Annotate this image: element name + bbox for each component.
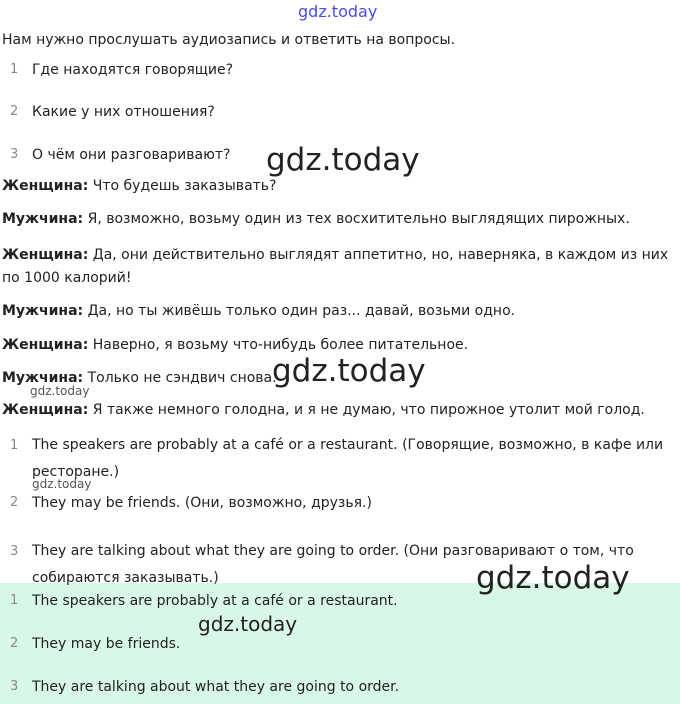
dialogue-line-2	[2, 211, 630, 227]
dialogue-text: Я также немного голодна, и я не думаю, что пирожное утолит мой голод.	[88, 402, 645, 418]
answer-text: They may be friends. (Они, возможно, друзья.)	[32, 495, 372, 511]
answer-translated-1	[0, 432, 676, 486]
question-3	[0, 147, 230, 163]
speaker-label: Женщина:	[2, 247, 89, 263]
dialogue-line-5	[2, 337, 468, 353]
dialogue-text: Да, но ты живёшь только один раз... давай, возьми одно.	[83, 303, 516, 319]
dialogue-text: Да, они действительно выглядят аппетитно, но, наверняка, в каждом из них по 1000 калорий!	[2, 247, 669, 286]
answer-number: 2	[10, 636, 19, 651]
answer-text: The speakers are probably at a café or a restaurant.	[32, 593, 398, 609]
speaker-label: Мужчина:	[2, 370, 84, 386]
question-text: О чём они разговаривают?	[32, 147, 231, 163]
dialogue-line-1	[2, 178, 276, 194]
answer-final-2	[0, 636, 180, 652]
answer-number: 1	[10, 593, 19, 608]
speaker-label: Мужчина:	[2, 211, 84, 227]
question-number: 3	[10, 147, 19, 162]
question-text: Где находятся говорящие?	[32, 62, 234, 78]
speaker-label: Женщина:	[2, 178, 89, 194]
answer-final-1	[0, 593, 398, 609]
answer-text: They are talking about what they are going to order. (Они разговаривают о том, что собираются заказывать.)	[32, 543, 634, 586]
question-number: 2	[10, 104, 19, 119]
answer-number: 3	[10, 544, 19, 559]
dialogue-text: Что будешь заказывать?	[88, 178, 277, 194]
answer-text: They are talking about what they are going to order.	[32, 679, 400, 695]
speaker-label: Женщина:	[2, 402, 89, 418]
dialogue-line-4	[2, 303, 515, 319]
question-1	[0, 62, 233, 78]
watermark-small: gdz.today	[32, 477, 92, 491]
speaker-label: Мужчина:	[2, 303, 84, 319]
answer-final-3	[0, 679, 399, 695]
answer-number: 2	[10, 495, 19, 510]
watermark-small: gdz.today	[30, 384, 90, 398]
question-number: 1	[10, 62, 19, 77]
dialogue-text: Я, возможно, возьму один из тех восхитительно выглядящих пирожных.	[83, 211, 630, 227]
dialogue-text: Наверно, я возьму что-нибудь более питательное.	[88, 337, 469, 353]
watermark-big: gdz.today	[476, 560, 630, 596]
speaker-label: Женщина:	[2, 337, 89, 353]
answer-number: 1	[10, 438, 19, 453]
dialogue-line-3	[2, 244, 678, 290]
question-text: Какие у них отношения?	[32, 104, 215, 120]
watermark-top: gdz.today	[298, 2, 378, 21]
dialogue-line-7	[2, 402, 645, 418]
intro-text: Нам нужно прослушать аудиозапись и ответить на вопросы.	[2, 32, 456, 48]
watermark-medium: gdz.today	[198, 612, 298, 636]
watermark-big: gdz.today	[272, 353, 426, 389]
watermark-big: gdz.today	[266, 142, 420, 178]
answer-number: 3	[10, 679, 19, 694]
answer-text: The speakers are probably at a café or a restaurant. (Говорящие, возможно, в кафе или ресторане.)	[32, 437, 664, 480]
answer-text: They may be friends.	[32, 636, 181, 652]
answer-translated-2	[0, 495, 372, 511]
dialogue-text: Только не сэндвич снова.	[83, 370, 277, 386]
question-2	[0, 104, 215, 120]
